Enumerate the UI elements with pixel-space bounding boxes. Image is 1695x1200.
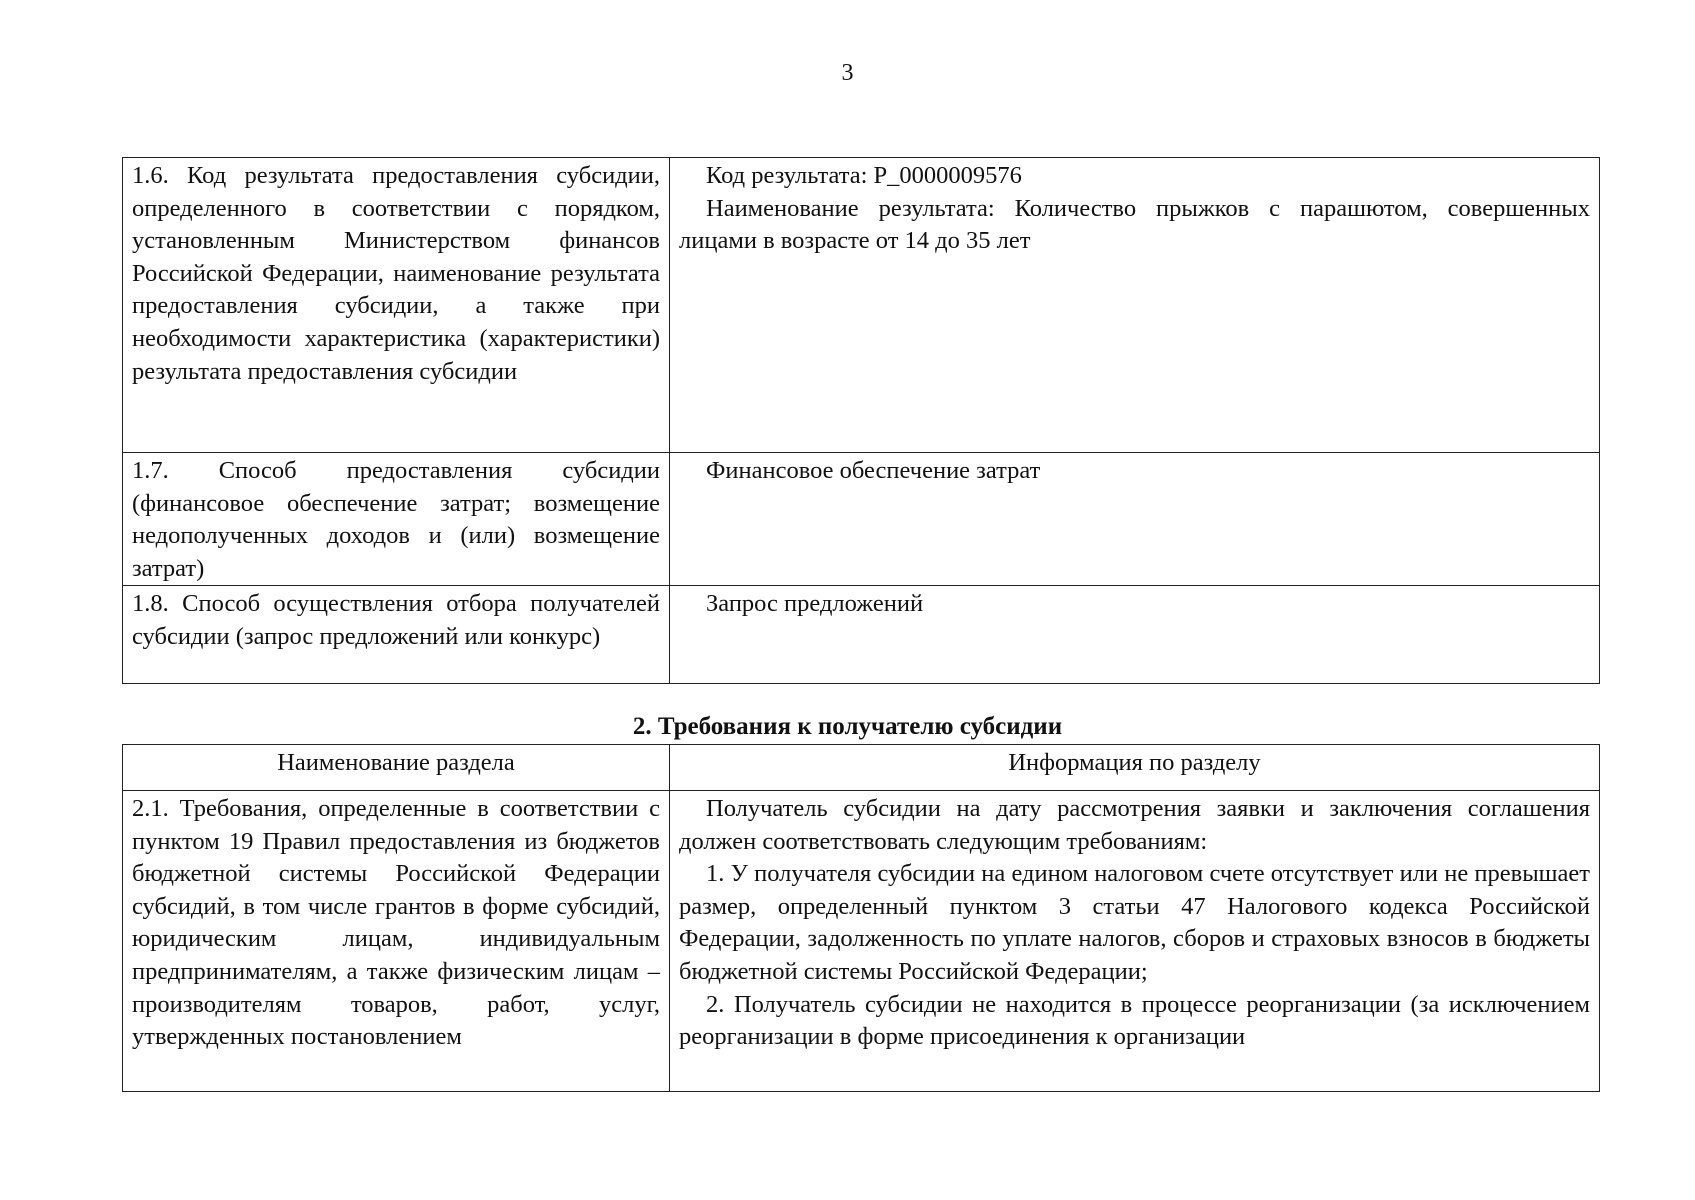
header-section-name: Наименование раздела [123,745,670,791]
row-2-1-value [670,791,1600,1092]
table-header-row [123,745,1600,791]
table-row [123,158,1600,453]
result-code: Код результата: P_0000009576 [706,162,1022,189]
row-1-7-label: 1.7. Способ предоставления субсидии (финансовое обеспечение затрат; возмещение недополученных доходов и (или) возмещение затрат) [123,453,670,586]
row-1-6-label: 1.6. Код результата предоставления субсидии, определенного в соответствии с порядком, установленным Министерством финансов Российской Федерации, наименование результата предоставления субсидии, а также при необходимости характеристика (характеристики) результата предоставления субсидии [123,158,670,453]
section-2-title: 2. Требования к получателю субсидии [632,713,1063,740]
requirement-1: 1. У получателя субсидии на едином налоговом счете отсутствует или не превышает размер, определенный пунктом 3 статьи 47 Налогового кодекса Российской Федерации, задолженность по уплате налогов, сборов и страховых взносов в бюджеты бюджетной системы Российской Федерации; [679,860,1590,985]
row-1-8-label: 1.8. Способ осуществления отбора получателей субсидии (запрос предложений или конкурс) [123,586,670,684]
result-name: Наименование результата: Количество прыжков с парашютом, совершенных лицами в возрасте от 14 до 35 лет [679,194,1590,255]
selection-method: Запрос предложений [706,590,924,618]
table-row [123,791,1600,1092]
row-1-8-value [670,586,1600,684]
row-1-6-value [670,158,1600,453]
recipient-requirements-table [122,744,1600,1092]
subsidy-info-table [122,157,1600,684]
requirements-intro: Получатель субсидии на дату рассмотрения заявки и заключения соглашения должен соответствовать следующим требованиям: [679,795,1590,855]
page-number: 3 [841,60,854,86]
table-row [123,586,1600,684]
row-2-1-label: 2.1. Требования, определенные в соответствии с пунктом 19 Правил предоставления из бюджетов бюджетной системы Российской Федерации субсидий, в том числе грантов в форме субсидий, юридическим лицам, индивидуальным предпринимателям, а также физическим лицам – производителям товаров, работ, услуг, утвержденных постановлением [123,791,670,1092]
table-row [123,453,1600,586]
row-1-7-value [670,453,1600,586]
header-section-info: Информация по разделу [670,745,1600,791]
subsidy-method: Финансовое обеспечение затрат [706,457,1041,484]
requirement-2: 2. Получатель субсидии не находится в процессе реорганизации (за исключением реорганизации в форме присоединения к организации [679,990,1590,1051]
